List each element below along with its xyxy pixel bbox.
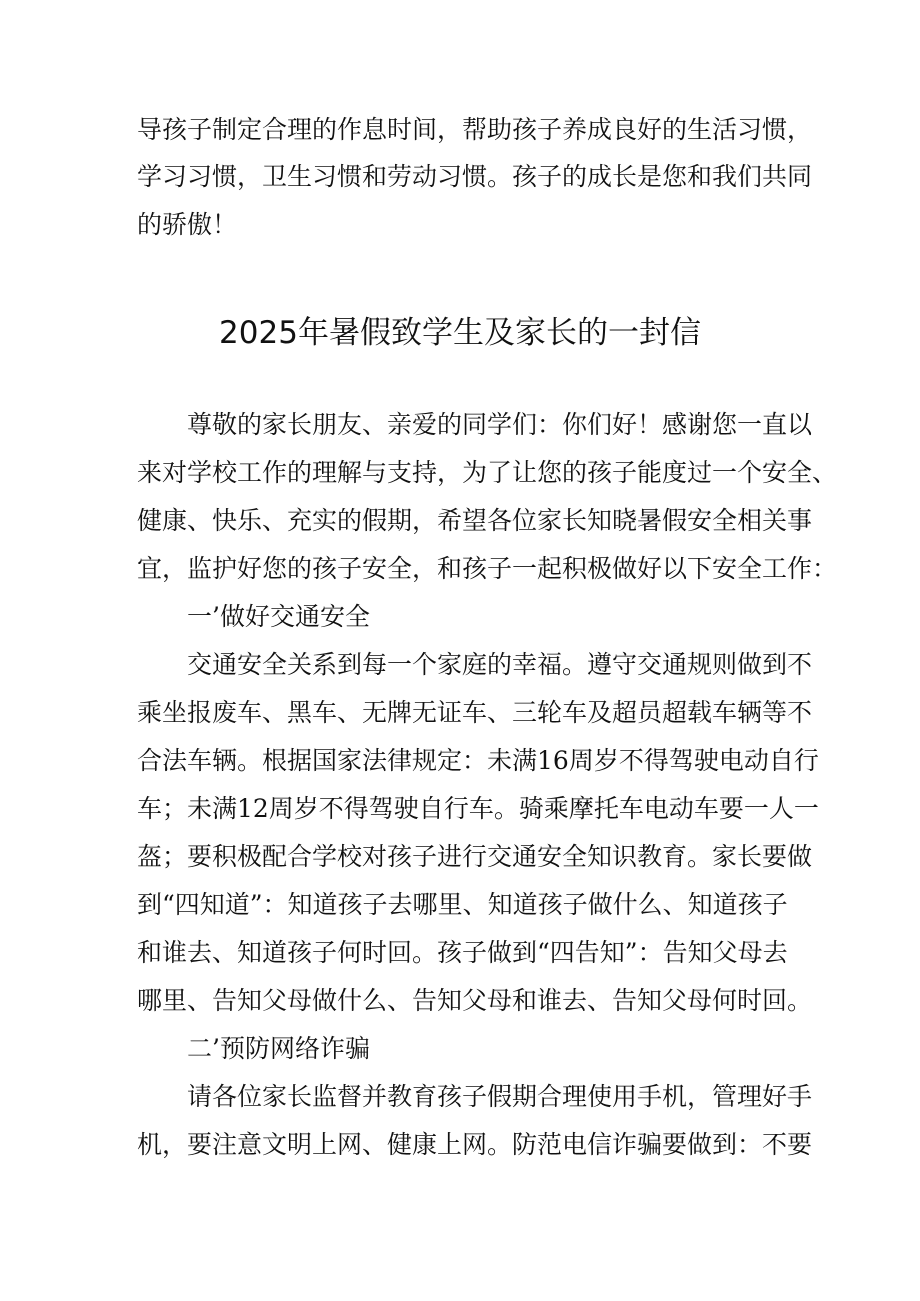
body-line-13: 哪里、告知父母做什么、告知父母和谁去、告知父母何时回。 — [137, 986, 813, 1015]
body-line-11: 到“四知道”：知道孩子去哪里、知道孩子做什么、知道孩子 — [137, 890, 788, 919]
body-line-15: 请各位家长监督并教育孩子假期合理使用手机，管理好手 — [187, 1082, 813, 1111]
letter-title: 2025年暑假致学生及家长的一封信 — [219, 315, 701, 351]
section-heading-traffic: 一’做好交通安全 — [187, 602, 370, 631]
intro-line-3: 的骄傲！ — [137, 210, 238, 239]
body-line-2: 来对学校工作的理解与支持，为了让您的孩子能度过一个安全、 — [137, 458, 838, 487]
body-line-16: 机，要注意文明上网、健康上网。防范电信诈骗要做到：不要 — [137, 1130, 813, 1159]
body-line-10: 盔；要积极配合学校对孩子进行交通安全知识教育。家长要做 — [137, 842, 813, 871]
body-line-1: 尊敬的家长朋友、亲爱的同学们：你们好！感谢您一直以 — [187, 410, 813, 439]
body-line-6: 交通安全关系到每一个家庭的幸福。遵守交通规则做到不 — [187, 650, 813, 679]
body-line-4: 宜，监护好您的孩子安全，和孩子一起积极做好以下安全工作： — [137, 554, 838, 583]
body-line-3: 健康、快乐、充实的假期，希望各位家长知晓暑假安全相关事 — [137, 506, 813, 535]
body-line-9: 车；未满12周岁不得驾驶自行车。骑乘摩托车电动车要一人一 — [137, 794, 819, 823]
intro-line-1: 导孩子制定合理的作息时间，帮助孩子养成良好的生活习惯， — [137, 115, 813, 144]
body-line-7: 乘坐报废车、黑车、无牌无证车、三轮车及超员超载车辆等不 — [137, 698, 813, 727]
body-line-8: 合法车辆。根据国家法律规定：未满16周岁不得驾驶电动自行 — [137, 746, 819, 775]
section-heading-fraud: 二’预防网络诈骗 — [187, 1034, 370, 1063]
body-line-12: 和谁去、知道孩子何时回。孩子做到“四告知”：告知父母去 — [137, 938, 788, 967]
intro-line-2: 学习习惯，卫生习惯和劳动习惯。孩子的成长是您和我们共同 — [137, 162, 813, 191]
